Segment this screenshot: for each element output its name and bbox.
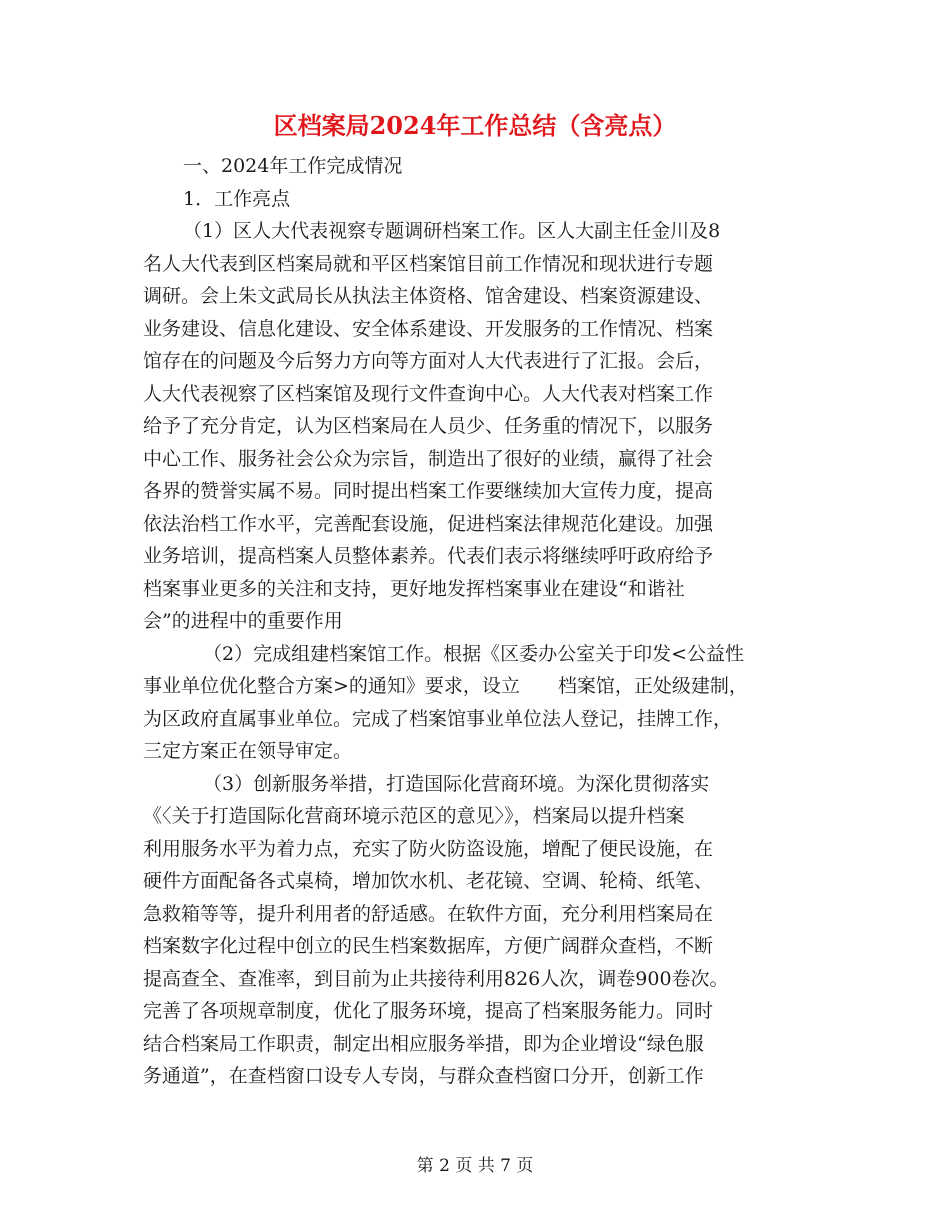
text-line: 调研。会上朱文武局长从执法主体资格、馆舍建设、档案资源建设、 bbox=[143, 285, 714, 307]
text-line: 为区政府直属事业单位。完成了档案馆事业单位法人登记，挂牌工作， bbox=[143, 707, 733, 730]
document-title: 区档案局2024年工作总结（含亮点） bbox=[273, 111, 677, 140]
text-line: 《〈关于打造国际化营商环境示范区的意见〉》，档案局以提升档案 bbox=[143, 805, 685, 827]
text-line: 中心工作、服务社会公众为宗旨，制造出了很好的业绩，赢得了社会 bbox=[143, 447, 714, 470]
text-line: 急救箱等等，提升利用者的舒适感。在软件方面，充分利用档案局在 bbox=[143, 902, 714, 925]
text-line: 结合档案局工作职责，制定出相应服务举措，即为企业增设“绿色服 bbox=[143, 1032, 704, 1055]
text-line: 业务培训，提高档案人员整体素养。代表们表示将继续呼吁政府给予 bbox=[143, 545, 714, 567]
text-line: 档案事业更多的关注和支持，更好地发挥档案事业在建设“和谐社 bbox=[143, 577, 685, 600]
text-line: 会”的进程中的重要作用 bbox=[143, 610, 343, 632]
text-line: 完善了各项规章制度，优化了服务环境，提高了档案服务能力。同时 bbox=[143, 1000, 714, 1022]
text-line: 各界的赞誉实属不易。同时提出档案工作要继续加大宣传力度，提高 bbox=[143, 480, 714, 502]
text-line: 名人大代表到区档案局就和平区档案馆目前工作情况和现状进行专题 bbox=[143, 252, 714, 275]
text-line: 给予了充分肯定，认为区档案局在人员少、任务重的情况下，以服务 bbox=[143, 415, 714, 437]
text-line: 提高查全、查准率，到目前为止共接待利用826人次，调卷900卷次。 bbox=[143, 967, 729, 990]
text-line: 利用服务水平为着力点，充实了防火防盗设施，增配了便民设施，在 bbox=[143, 837, 714, 860]
document-body bbox=[143, 150, 823, 1093]
text-line: 1．工作亮点 bbox=[183, 187, 291, 210]
text-line: 业务建设、信息化建设、安全体系建设、开发服务的工作情况、档案 bbox=[143, 317, 714, 340]
text-line: 三定方案正在领导审定。 bbox=[143, 740, 353, 762]
text-line: 馆存在的问题及今后努力方向等方面对人大代表进行了汇报。会后， bbox=[143, 350, 714, 372]
text-line: 档案数字化过程中创立的民生档案数据库，方便广阔群众查档，不断 bbox=[143, 935, 714, 957]
text-line: （2）完成组建档案馆工作。根据《区委办公室关于印发<公益性 bbox=[203, 642, 745, 665]
page-footer: 第 2 页 共 7 页 bbox=[416, 1156, 534, 1176]
text-line: 硬件方面配备各式桌椅，增加饮水机、老花镜、空调、轮椅、纸笔、 bbox=[143, 870, 714, 892]
text-line: 人大代表视察了区档案馆及现行文件查询中心。人大代表对档案工作 bbox=[143, 382, 714, 405]
text-line: 一、2024年工作完成情况 bbox=[183, 155, 403, 177]
text-line: 依法治档工作水平，完善配套设施，促进档案法律规范化建设。加强 bbox=[143, 512, 714, 535]
text-line: （3）创新服务举措，打造国际化营商环境。为深化贯彻落实 bbox=[203, 772, 710, 795]
text-line: 事业单位优化整合方案>的通知》要求，设立 档案馆，正处级建制， bbox=[143, 675, 748, 697]
text-line: 务通道”，在查档窗口设专人专岗，与群众查档窗口分开，创新工作 bbox=[143, 1065, 704, 1087]
text-line: （1）区人大代表视察专题调研档案工作。区人大副主任金川及8 bbox=[183, 220, 721, 242]
